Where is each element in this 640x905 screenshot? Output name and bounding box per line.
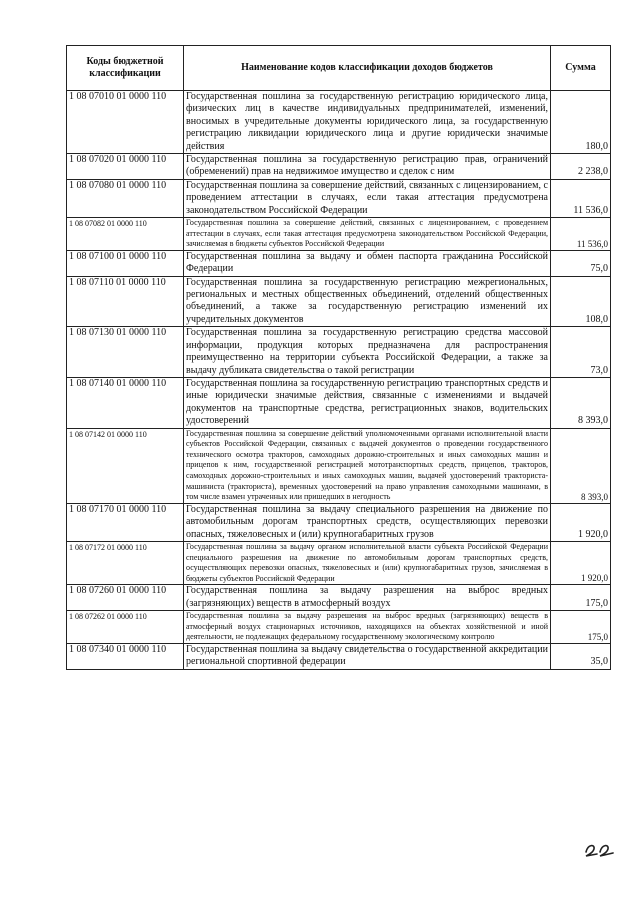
row-code: 1 08 07140 01 0000 110 [67, 377, 184, 428]
row-code: 1 08 07170 01 0000 110 [67, 503, 184, 541]
table-row [67, 250, 611, 276]
row-sum: 1 920,0 [551, 541, 611, 584]
row-name: Государственная пошлина за государственную регистрацию прав, ограничений (обременений) прав на недвижимое имущество и сделок с ним [184, 154, 551, 180]
row-name: Государственная пошлина за выдачу органом исполнительной власти субъекта Российской Федерации специального разрешения на движение по автомобильным дорогам транспортных средств, осуществляющих перевозки опасных, тяжеловесных и (или) крупногабаритных грузов, зачисляемая в бюджеты субъектов Российской Федерации [184, 541, 551, 584]
row-sum: 11 536,0 [551, 218, 611, 251]
row-sum: 35,0 [551, 643, 611, 669]
table-row [67, 218, 611, 251]
table-row [67, 377, 611, 428]
header-sum: Сумма [551, 46, 611, 91]
row-code: 1 08 07260 01 0000 110 [67, 585, 184, 611]
row-sum: 180,0 [551, 91, 611, 154]
row-name: Государственная пошлина за совершение действий, связанных с лицензированием, с проведением аттестации в случаях, если такая аттестация предусмотрена законодательством Российской Федерации, зачисляемая в бюджеты субъектов Российской Федерации [184, 218, 551, 251]
row-name: Государственная пошлина за государственную регистрацию транспортных средств и иные юридически значимые действия, связанные с изменениями и выдачей документов на транспортные средства, регистрационных знаков, водительских удостоверений [184, 377, 551, 428]
row-name: Государственная пошлина за выдачу и обмен паспорта гражданина Российской Федерации [184, 250, 551, 276]
table-row [67, 91, 611, 154]
row-sum: 8 393,0 [551, 428, 611, 503]
row-code: 1 08 07262 01 0000 110 [67, 611, 184, 644]
row-sum: 11 536,0 [551, 179, 611, 217]
row-code: 1 08 07130 01 0000 110 [67, 327, 184, 378]
table-row [67, 643, 611, 669]
header-code: Коды бюджетной классификации [67, 46, 184, 91]
budget-classification-table [66, 45, 611, 670]
row-name: Государственная пошлина за государственную регистрацию межрегиональных, региональных и местных общественных объединений, отделений общественных объединений, а также за государственную регистрацию изменений их учредительных документов [184, 276, 551, 327]
row-code: 1 08 07340 01 0000 110 [67, 643, 184, 669]
row-name: Государственная пошлина за совершение действий уполномоченными органами исполнительной власти субъектов Российской Федерации, связанных с выдачей документов о проведении государственного технического осмотра тракторов, самоходных дорожно-строительных и иных самоходных машин и прицепов к ним, государственной регистрацией мототранспортных средств, прицепов, тракторов, самоходных дорожно-строительных и иных самоходных машин, выдачей удостоверений тракториста-машиниста (тракториста), временных удостоверений на право управления самоходными машинами, в том числе взамен утраченных или пришедших в негодность [184, 428, 551, 503]
row-sum: 108,0 [551, 276, 611, 327]
row-sum: 175,0 [551, 611, 611, 644]
table-row [67, 503, 611, 541]
row-code: 1 08 07020 01 0000 110 [67, 154, 184, 180]
table-row [67, 327, 611, 378]
row-name: Государственная пошлина за государственную регистрацию средства массовой информации, продукция которых предназначена для распространения преимущественно на территории субъекта Российской Федерации, а также за выдачу дубликата свидетельства о такой регистрации [184, 327, 551, 378]
row-code: 1 08 07080 01 0000 110 [67, 179, 184, 217]
row-code: 1 08 07010 01 0000 110 [67, 91, 184, 154]
table-row [67, 276, 611, 327]
table-header-row [67, 46, 611, 91]
row-sum: 2 238,0 [551, 154, 611, 180]
row-name: Государственная пошлина за выдачу специального разрешения на движение по автомобильным дорогам транспортных средств, осуществляющих перевозки опасных, тяжеловесных и (или) крупногабаритных грузов [184, 503, 551, 541]
row-name: Государственная пошлина за выдачу разрешения на выброс вредных (загрязняющих) веществ в атмосферный воздух [184, 585, 551, 611]
row-sum: 1 920,0 [551, 503, 611, 541]
table-row [67, 585, 611, 611]
row-code: 1 08 07082 01 0000 110 [67, 218, 184, 251]
row-name: Государственная пошлина за совершение действий, связанных с лицензированием, с проведением аттестации в случаях, если такая аттестация предусмотрена законодательством Российской Федерации [184, 179, 551, 217]
row-code: 1 08 07172 01 0000 110 [67, 541, 184, 584]
handwritten-signature [583, 838, 617, 858]
row-code: 1 08 07110 01 0000 110 [67, 276, 184, 327]
row-name: Государственная пошлина за государственную регистрацию юридического лица, физических лиц в качестве индивидуальных предпринимателей, изменений, вносимых в учредительные документы юридического лица, за государственную регистрацию ликвидации юридического лица и другие юридически значимые действия [184, 91, 551, 154]
row-code: 1 08 07100 01 0000 110 [67, 250, 184, 276]
table-row [67, 611, 611, 644]
table-row [67, 541, 611, 584]
table-body [67, 91, 611, 670]
table-row [67, 154, 611, 180]
row-sum: 75,0 [551, 250, 611, 276]
table-row [67, 428, 611, 503]
row-sum: 8 393,0 [551, 377, 611, 428]
header-name: Наименование кодов классификации доходов бюджетов [184, 46, 551, 91]
row-name: Государственная пошлина за выдачу разрешения на выброс вредных (загрязняющих) веществ в атмосферный воздух стационарных источников, находящихся на объектах хозяйственной и иной деятельности, не подлежащих федеральному государственному экологическому контролю [184, 611, 551, 644]
row-sum: 175,0 [551, 585, 611, 611]
row-code: 1 08 07142 01 0000 110 [67, 428, 184, 503]
row-sum: 73,0 [551, 327, 611, 378]
table-row [67, 179, 611, 217]
row-name: Государственная пошлина за выдачу свидетельства о государственной аккредитации региональной спортивной федерации [184, 643, 551, 669]
